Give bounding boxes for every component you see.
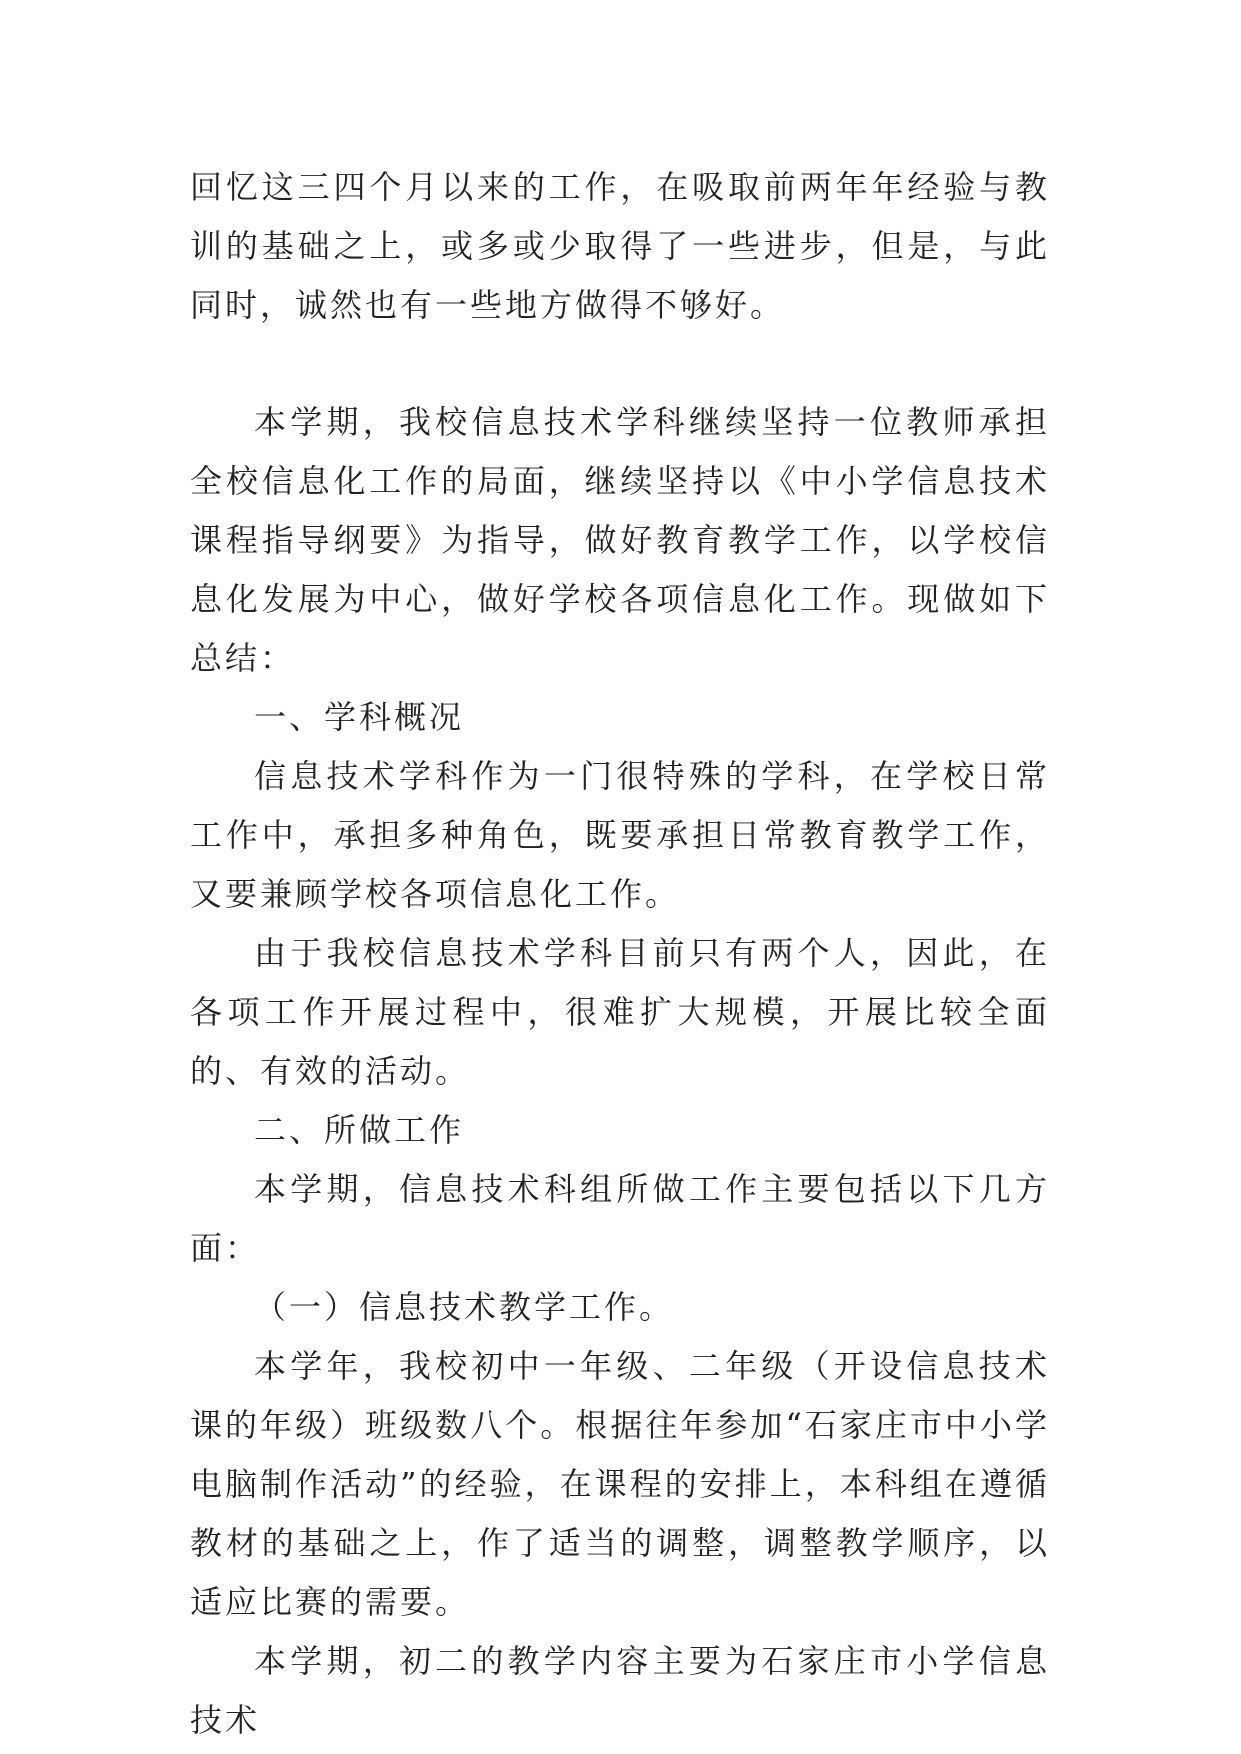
- curriculum-paragraph: 本学期，初二的教学内容主要为石家庄市小学信息技术: [190, 1642, 1050, 1739]
- intro-section: [190, 158, 1050, 335]
- main-section: [190, 393, 1050, 1750]
- teaching-paragraph: 本学年，我校初中一年级、二年级（开设信息技术课的年级）班级数八个。根据往年参加“石家庄市中小学电脑制作活动”的经验，在课程的安排上，本科组在遵循教材的基础之上，作了适当的调整，调整教学顺序，以适应比赛的需要。: [190, 1347, 1050, 1621]
- intro-paragraph: 回忆这三四个月以来的工作，在吸取前两年年经验与教训的基础之上，或多或少取得了一些进步，但是，与此同时，诚然也有一些地方做得不够好。: [190, 168, 1050, 324]
- section-heading-work: 二、所做工作: [254, 1111, 465, 1149]
- work-intro-paragraph: 本学期，信息技术科组所做工作主要包括以下几方面：: [190, 1170, 1050, 1267]
- overview-paragraph: 信息技术学科作为一门很特殊的学科，在学校日常工作中，承担多种角色，既要承担日常教育教学工作，又要兼顾学校各项信息化工作。: [190, 757, 1050, 913]
- summary-paragraph: 本学期，我校信息技术学科继续坚持一位教师承担全校信息化工作的局面，继续坚持以《中小学信息技术课程指导纲要》为指导，做好教育教学工作，以学校信息化发展为中心，做好学校各项信息化工作。现做如下总结：: [190, 403, 1050, 677]
- section-heading-overview: 一、学科概况: [254, 698, 465, 736]
- subsection-heading-teaching: （一）信息技术教学工作。: [254, 1288, 675, 1326]
- staffing-paragraph: 由于我校信息技术学科目前只有两个人，因此，在各项工作开展过程中，很难扩大规模，开展比较全面的、有效的活动。: [190, 934, 1050, 1090]
